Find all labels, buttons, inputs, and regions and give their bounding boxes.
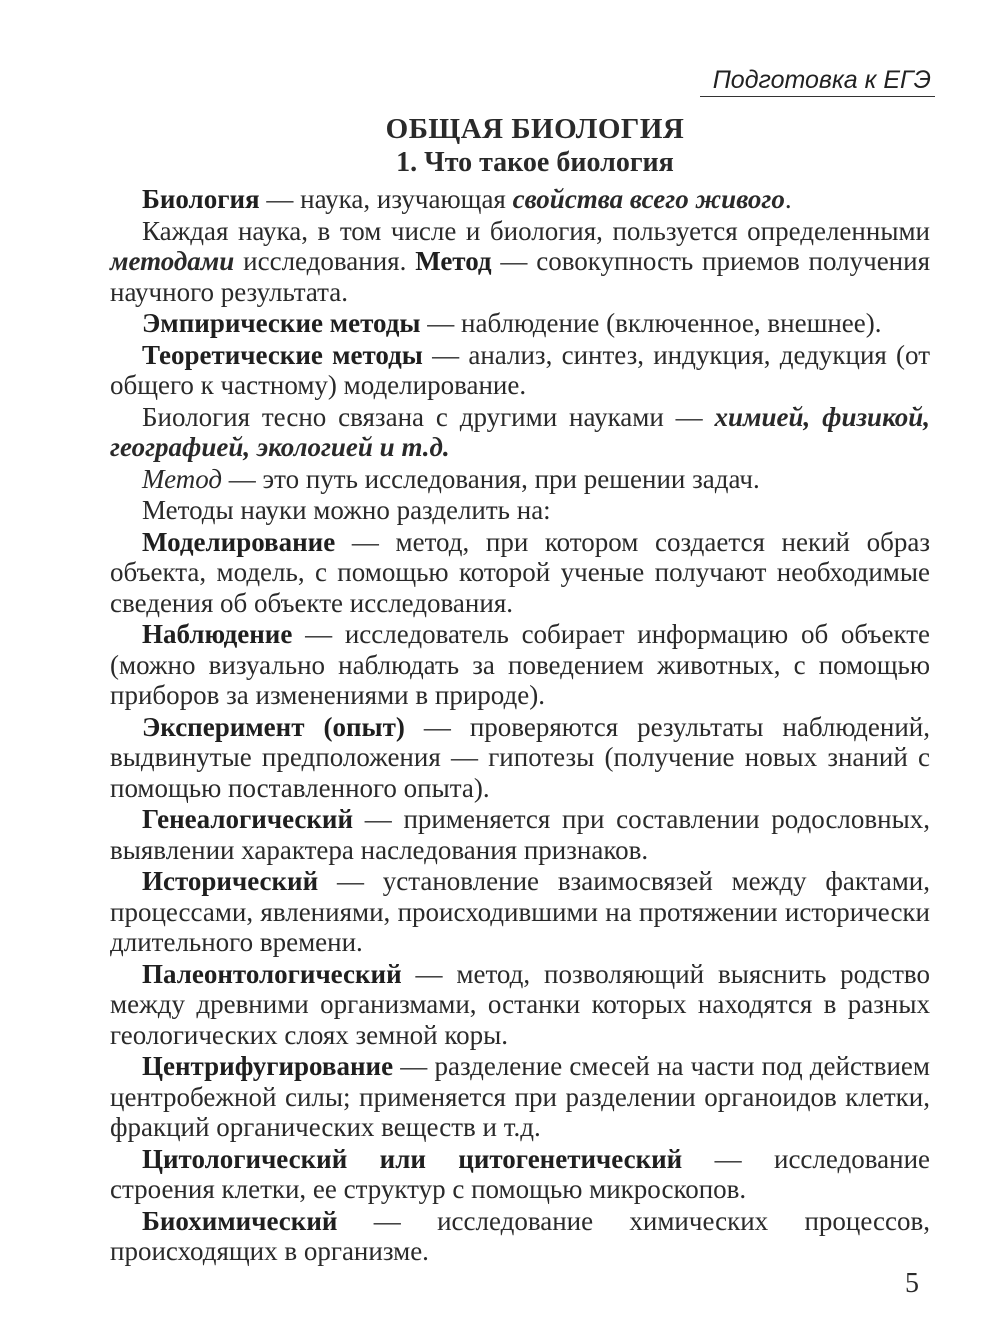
paragraph-observation: Наблюдение — исследователь собирает информацию об объекте (можно визуально наблюдать за поведением животных, с помощью приборов за изменениями в природе). <box>110 619 930 710</box>
paragraph-methods-intro: Каждая наука, в том числе и биология, пользуется определенными методами исследования. Метод — совокупность приемов получения научного результата. <box>110 215 931 307</box>
paragraph-modeling: Моделирование — метод, при котором создается некий образ объекта, модель, с помощью которой ученые получают необходимые сведения об объекте исследования. <box>110 526 930 618</box>
paragraph-experiment: Эксперимент (опыт) — проверяются результаты наблюдений, выдвинутые предположения — гипотезы (получение новых знаний с помощью поставленного опыта). <box>110 711 931 803</box>
running-header <box>700 60 935 97</box>
paragraph-biology-definition: Биология — наука, изучающая свойства всего живого. <box>142 184 792 214</box>
paragraph-biochemical: Биохимический — исследование химических процессов, происходящих в организме. <box>110 1205 930 1266</box>
page-body <box>110 112 930 1268</box>
paragraph-related-sciences: Биология тесно связана с другими науками — химией, физикой, географией, экологией и т.д. <box>110 401 930 462</box>
paragraph-method-path: Метод — это путь исследования, при решении задач. <box>142 463 760 494</box>
page-number: 5 <box>905 1268 919 1299</box>
paragraph-historical: Исторический — установление взаимосвязей между фактами, процессами, явлениями, происходившими на протяжении исторически длительного времени. <box>110 866 930 957</box>
running-header-title: Подготовка к ЕГЭ <box>712 66 931 94</box>
paragraph-cytological: Цитологический или цитогенетический — исследование строения клетки, ее структур с помощью микроскопов. <box>110 1143 931 1204</box>
chapter-title: 1. Что такое биология <box>396 147 674 178</box>
paragraph-theoretical-methods: Теоретические методы — анализ, синтез, индукция, дедукция (от общего к частному) моделирование. <box>110 339 930 400</box>
paragraph-paleontological: Палеонтологический — метод, позволяющий выяснить родство между древними организмами, останки которых находятся в разных геологических слоях земной коры. <box>110 958 930 1050</box>
paragraph-genealogical: Генеалогический — применяется при составлении родословных, выявлении характера наследования признаков. <box>110 804 930 865</box>
paragraph-centrifugation: Центрифугирование — разделение смесей на части под действием центробежной силы; применяется при разделении органоидов клетки, фракций органических веществ и т.д. <box>110 1051 930 1142</box>
paragraph-methods-divide: Методы науки можно разделить на: <box>142 495 551 525</box>
section-title: ОБЩАЯ БИОЛОГИЯ <box>385 113 685 145</box>
paragraph-empirical-methods: Эмпирические методы — наблюдение (включенное, внешнее). <box>142 308 882 338</box>
